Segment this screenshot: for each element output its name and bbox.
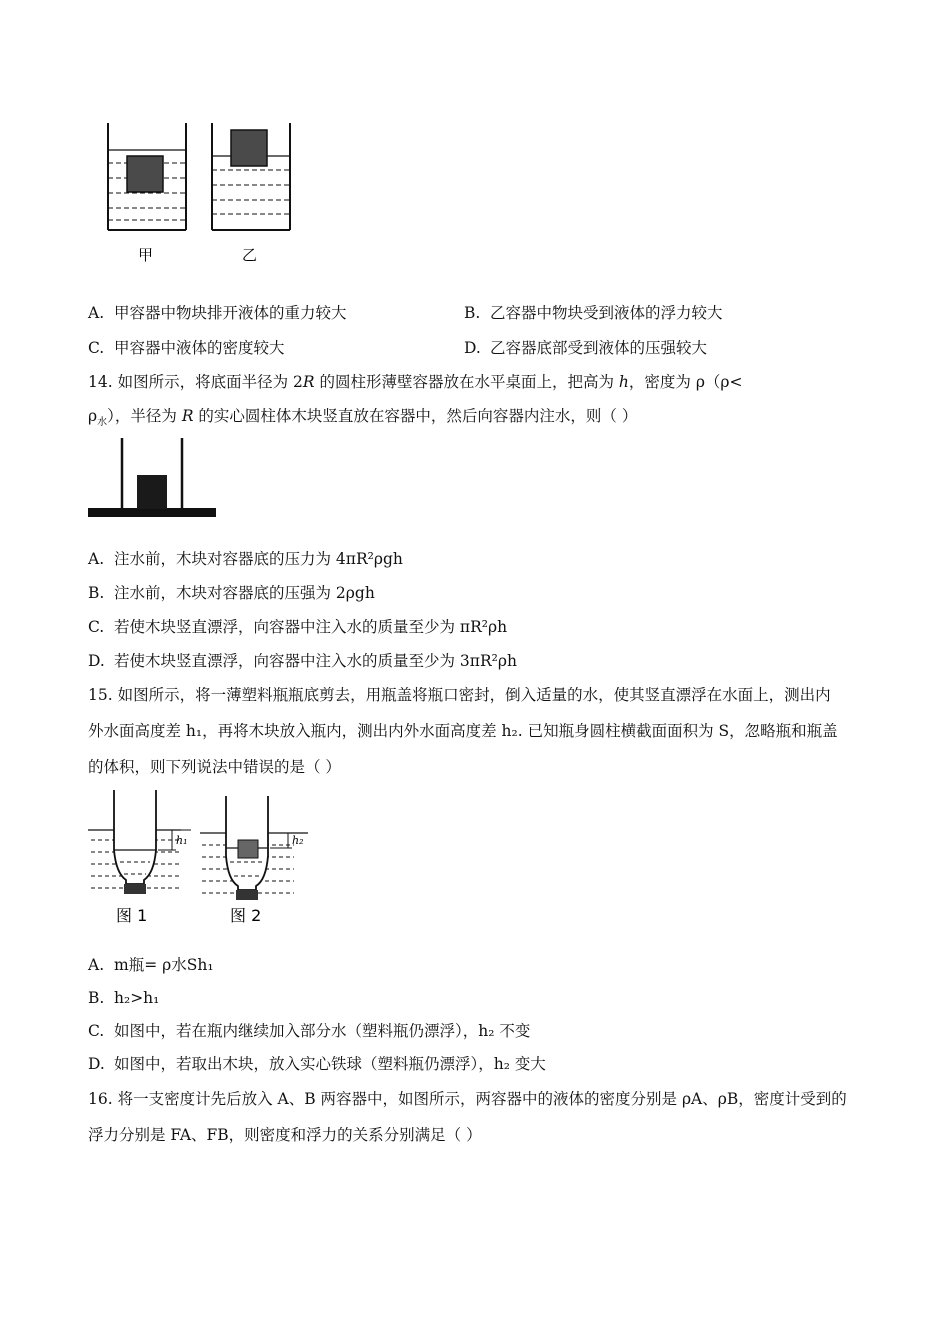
q14-option-d: D. 若使木块竖直漂浮，向容器中注入水的质量至少为 3πR²ρh — [88, 652, 517, 670]
figure-label-jia: 甲 — [138, 246, 154, 264]
h2-label: h₂ — [292, 834, 304, 847]
q13-option-a: A. 甲容器中物块排开液体的重力较大 — [88, 304, 347, 322]
q15-figure — [86, 788, 316, 928]
table-surface — [88, 508, 216, 517]
q14-option-b: B. 注水前，木块对容器底的压强为 2ρgh — [88, 584, 375, 602]
bottle-cap-2 — [236, 890, 258, 900]
h1-label: h₁ — [176, 834, 188, 847]
figure-label-yi: 乙 — [242, 246, 258, 264]
q15-stem-line3: 的体积，则下列说法中错误的是（ ） — [88, 758, 341, 776]
q15-option-a: A. m瓶= ρ水Sh₁ — [88, 956, 214, 974]
bottle-cap-1 — [124, 884, 146, 894]
q15-stem-line1: 15. 如图所示，将一薄塑料瓶瓶底剪去，用瓶盖将瓶口密封，倒入适量的水，使其竖直漂浮在水面上，测出内 — [88, 686, 831, 704]
block-yi — [231, 130, 267, 166]
q15-option-c: C. 如图中，若在瓶内继续加入部分水（塑料瓶仍漂浮），h₂ 不变 — [88, 1022, 531, 1040]
figure-label-1: 图 1 — [116, 906, 148, 925]
q16-stem-line1: 16. 将一支密度计先后放入 A、B 两容器中，如图所示，两容器中的液体的密度分别是 ρA、ρB，密度计受到的 — [88, 1090, 847, 1108]
q13-option-d: D. 乙容器底部受到液体的压强较大 — [464, 339, 708, 357]
q15-option-b: B. h₂>h₁ — [88, 989, 160, 1007]
q14-option-a: A. 注水前，木块对容器底的压力为 4πR²ρgh — [88, 550, 403, 568]
q14-option-c: C. 若使木块竖直漂浮，向容器中注入水的质量至少为 πR²ρh — [88, 618, 508, 636]
q16-stem-line2: 浮力分别是 FA、FB，则密度和浮力的关系分别满足（ ） — [88, 1126, 482, 1144]
q13-option-b: B. 乙容器中物块受到液体的浮力较大 — [464, 304, 723, 322]
q15-stem-line2: 外水面高度差 h₁，再将木块放入瓶内，测出内外水面高度差 h₂. 已知瓶身圆柱横截面面积为 S，忽略瓶和瓶盖 — [88, 722, 838, 740]
q13-option-c: C. 甲容器中液体的密度较大 — [88, 339, 285, 357]
figure-label-2: 图 2 — [230, 906, 262, 925]
wood-block-2 — [238, 840, 258, 858]
container-jia — [108, 123, 186, 230]
q14-figure — [86, 434, 218, 520]
container-yi — [212, 123, 290, 230]
q14-stem-line1: 14. 如图所示，将底面半径为 2R 的圆柱形薄壁容器放在水平桌面上，把高为 h，密度为 ρ（ρ< — [88, 373, 743, 391]
bottle-figure-1 — [88, 790, 191, 925]
q13-figure — [100, 118, 300, 268]
block-jia — [127, 156, 163, 192]
q14-stem-line2: $\rho_水$），半径为 R 的实心圆柱体木块竖直放在容器中，然后向容器内注水，则（ ） — [88, 407, 638, 429]
wood-block — [137, 475, 167, 509]
q15-option-d: D. 如图中，若取出木块，放入实心铁球（塑料瓶仍漂浮），h₂ 变大 — [88, 1055, 546, 1073]
bottle-figure-2 — [200, 796, 308, 925]
